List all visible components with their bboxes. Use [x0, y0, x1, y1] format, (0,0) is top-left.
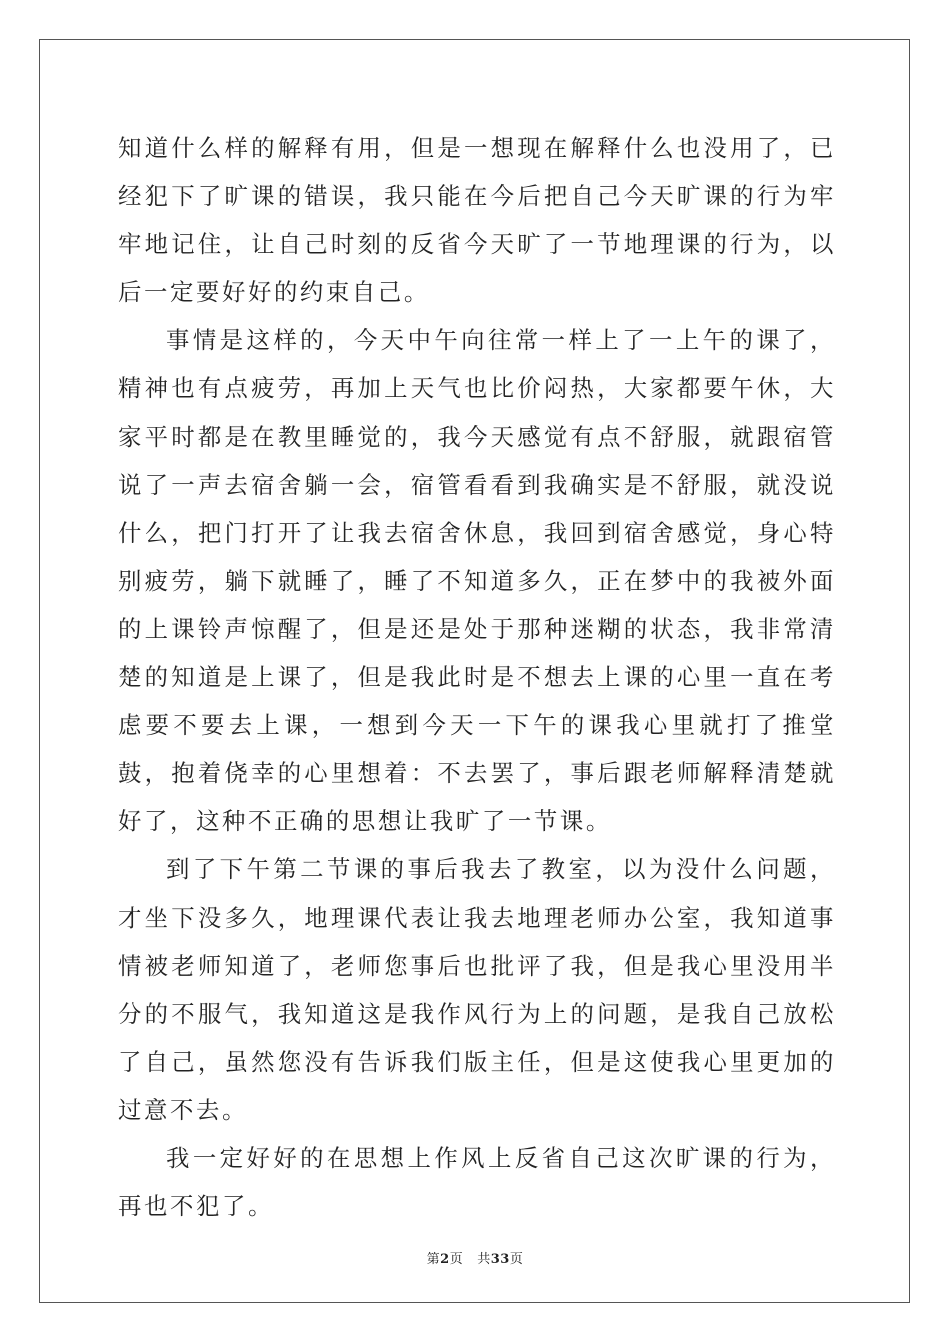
document-body	[118, 124, 836, 1230]
paragraph-4: 我一定好好的在思想上作风上反省自己这次旷课的行为，再也不犯了。	[118, 1143, 836, 1221]
page-footer	[0, 1248, 950, 1267]
total-suffix: 页	[509, 1252, 524, 1267]
total-prefix: 共	[477, 1252, 491, 1267]
page-number: 2	[440, 1252, 450, 1267]
page-suffix: 页	[449, 1252, 464, 1267]
page-prefix: 第	[426, 1252, 441, 1267]
paragraph-3: 到了下午第二节课的事后我去了教室，以为没什么问题，才坐下没多久，地理课代表让我去地理老师办公室，我知道事情被老师知道了，老师您事后也批评了我，但是我心里没用半分的不服气，我知道这是我作风行为上的问题，是我自己放松了自己，虽然您没有告诉我们版主任，但是这使我心里更加的过意不去。	[118, 855, 836, 1124]
paragraph-1: 知道什么样的解释有用，但是一想现在解释什么也没用了，已经犯下了旷课的错误，我只能在今后把自己今天旷课的行为牢牢地记住，让自己时刻的反省今天旷了一节地理课的行为，以后一定要好好的约束自己。	[118, 134, 836, 307]
paragraph-2: 事情是这样的，今天中午向往常一样上了一上午的课了，精神也有点疲劳，再加上天气也比价闷热，大家都要午休，大家平时都是在教里睡觉的，我今天感觉有点不舒服，就跟宿管说了一声去宿舍躺一会，宿管看看到我确实是不舒服，就没说什么，把门打开了让我去宿舍休息，我回到宿舍感觉，身心特别疲劳，躺下就睡了，睡了不知道多久，正在梦中的我被外面的上课铃声惊醒了，但是还是处于那种迷糊的状态，我非常清楚的知道是上课了，但是我此时是不想去上课的心里一直在考虑要不要去上课，一想到今天一下午的课我心里就打了推堂鼓，抱着侥幸的心里想着：不去罢了，事后跟老师解释清楚就好了，这种不正确的思想让我旷了一节课。	[118, 326, 836, 836]
total-pages: 33	[490, 1252, 510, 1267]
